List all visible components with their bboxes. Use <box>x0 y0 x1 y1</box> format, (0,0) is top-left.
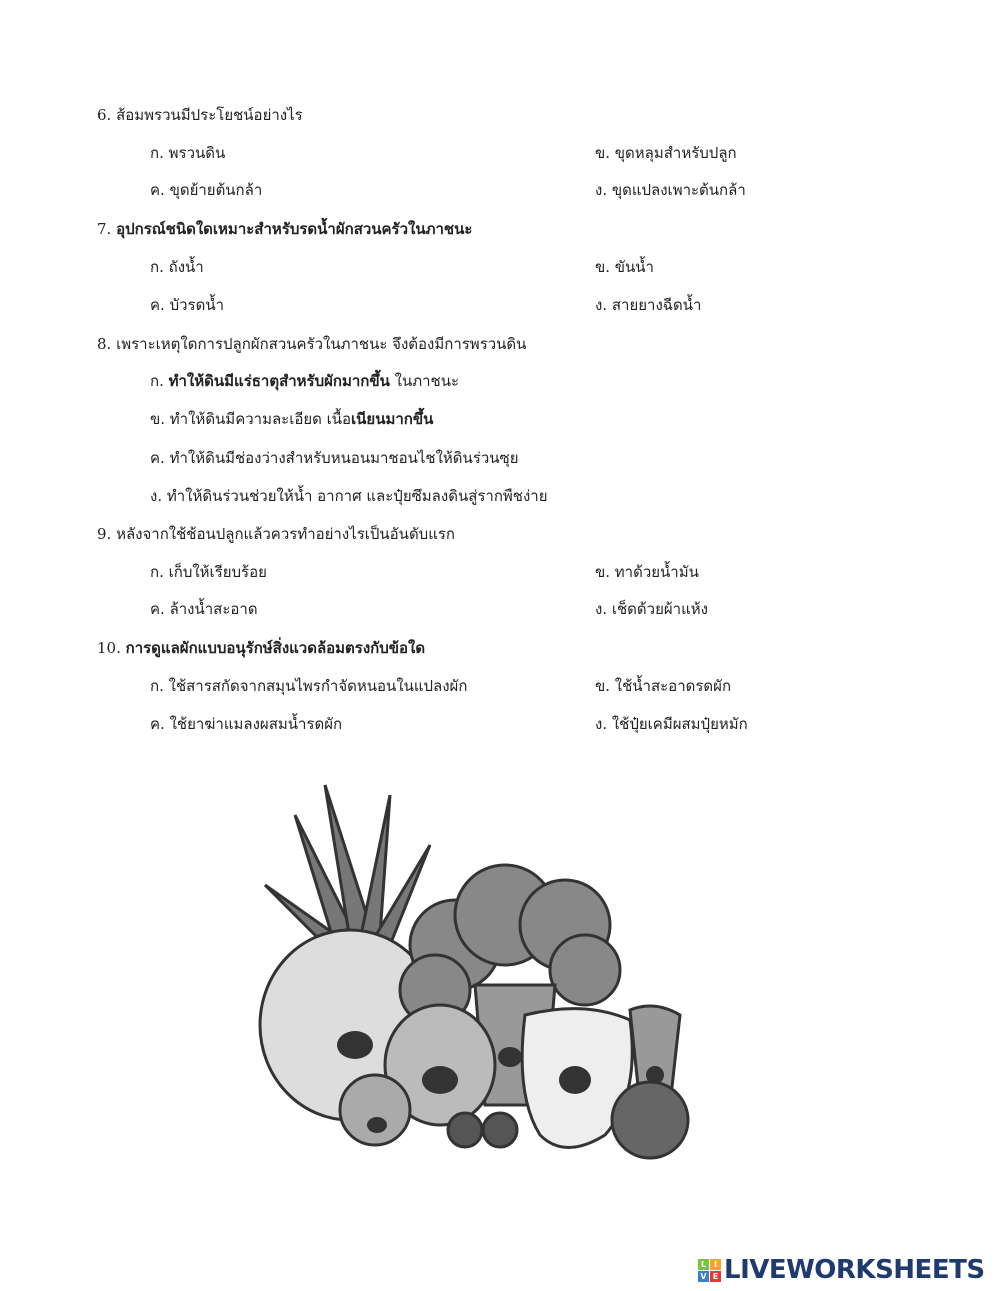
q9-option-c[interactable]: ค. ล้างน้ำสะอาด <box>150 600 258 618</box>
logo-letter: L <box>698 1259 709 1270</box>
q10-option-c[interactable]: ค. ใช้ยาฆ่าแมลงผสมน้ำรดผัก <box>150 715 343 733</box>
q6-option-b[interactable]: ข. ขุดหลุมสำหรับปลูก <box>595 144 737 162</box>
q8-a-bold: ทำให้ดินมีแร่ธาตุสำหรับผักมากขึ้น <box>168 372 390 390</box>
q7-text: อุปกรณ์ชนิดใดเหมาะสำหรับรดน้ำผักสวนครัวในภาชนะ <box>116 220 473 238</box>
logo-letter: E <box>710 1271 721 1282</box>
tomato <box>612 1082 688 1158</box>
question-9-title: 9. หลังจากใช้ช้อนปลูกแล้วควรทำอย่างไรเป็นอันดับแรก <box>97 525 456 543</box>
q7-option-d[interactable]: ง. สายยางฉีดน้ำ <box>595 296 702 314</box>
logo-letter: V <box>698 1271 709 1282</box>
q8-option-d[interactable]: ง. ทำให้ดินร่วนช่วยให้น้ำ อากาศ และปุ๋ยซึมลงดินสู่รากพืชง่าย <box>150 487 548 505</box>
fruits-vegetables-illustration <box>255 775 705 1175</box>
logo-text: LIVEWORKSHEETS <box>724 1255 985 1285</box>
q8-option-a[interactable] <box>150 371 459 391</box>
q8-b-bold: เนียนมากขึ้น <box>351 410 434 428</box>
q8-a-suffix: ในภาชนะ <box>389 372 460 390</box>
orange <box>340 1075 410 1145</box>
q10-text: การดูแลผักแบบอนุรักษ์สิ่งแวดล้อมตรงกับข้อใด <box>125 639 426 657</box>
pineapple-leaves <box>265 785 430 950</box>
question-8-title: 8. เพราะเหตุใดการปลูกผักสวนครัวในภาชนะ จึงต้องมีการพรวนดิน <box>97 335 527 353</box>
q8-a-prefix: ก. <box>150 372 169 390</box>
q6-option-a[interactable]: ก. พรวนดิน <box>150 144 226 162</box>
q7-number: 7. <box>97 220 117 238</box>
q7-option-b[interactable]: ข. ขันน้ำ <box>595 258 654 276</box>
q9-option-b[interactable]: ข. ทาด้วยน้ำมัน <box>595 563 699 581</box>
q7-option-c[interactable]: ค. บัวรดน้ำ <box>150 296 224 314</box>
question-6-title: 6. ส้อมพรวนมีประโยชน์อย่างไร <box>97 106 303 124</box>
liveworksheets-logo <box>698 1255 985 1285</box>
question-7-title <box>97 219 472 239</box>
logo-live-icon <box>698 1259 721 1282</box>
q9-option-d[interactable]: ง. เช็ดด้วยผ้าแห้ง <box>595 600 708 618</box>
q6-option-d[interactable]: ง. ขุดแปลงเพาะต้นกล้า <box>595 181 746 199</box>
q9-option-a[interactable]: ก. เก็บให้เรียบร้อย <box>150 563 267 581</box>
q8-option-b[interactable] <box>150 409 433 429</box>
cherry <box>448 1113 482 1147</box>
q8-option-c[interactable]: ค. ทำให้ดินมีช่องว่างสำหรับหนอนมาชอนไชให้ดินร่วนซุย <box>150 449 519 467</box>
q10-option-a[interactable]: ก. ใช้สารสกัดจากสมุนไพรกำจัดหนอนในแปลงผัก <box>150 677 468 695</box>
q8-b-prefix: ข. ทำให้ดินมีความละเอียด เนื้อ <box>150 410 352 428</box>
q10-option-d[interactable]: ง. ใช้ปุ๋ยเคมีผสมปุ๋ยหมัก <box>595 715 748 733</box>
question-10-title <box>97 638 425 658</box>
q10-option-b[interactable]: ข. ใช้น้ำสะอาดรดผัก <box>595 677 732 695</box>
q10-number: 10. <box>97 639 126 657</box>
q7-option-a[interactable]: ก. ถังน้ำ <box>150 258 204 276</box>
logo-letter: I <box>710 1259 721 1270</box>
q6-option-c[interactable]: ค. ขุดย้ายต้นกล้า <box>150 181 263 199</box>
